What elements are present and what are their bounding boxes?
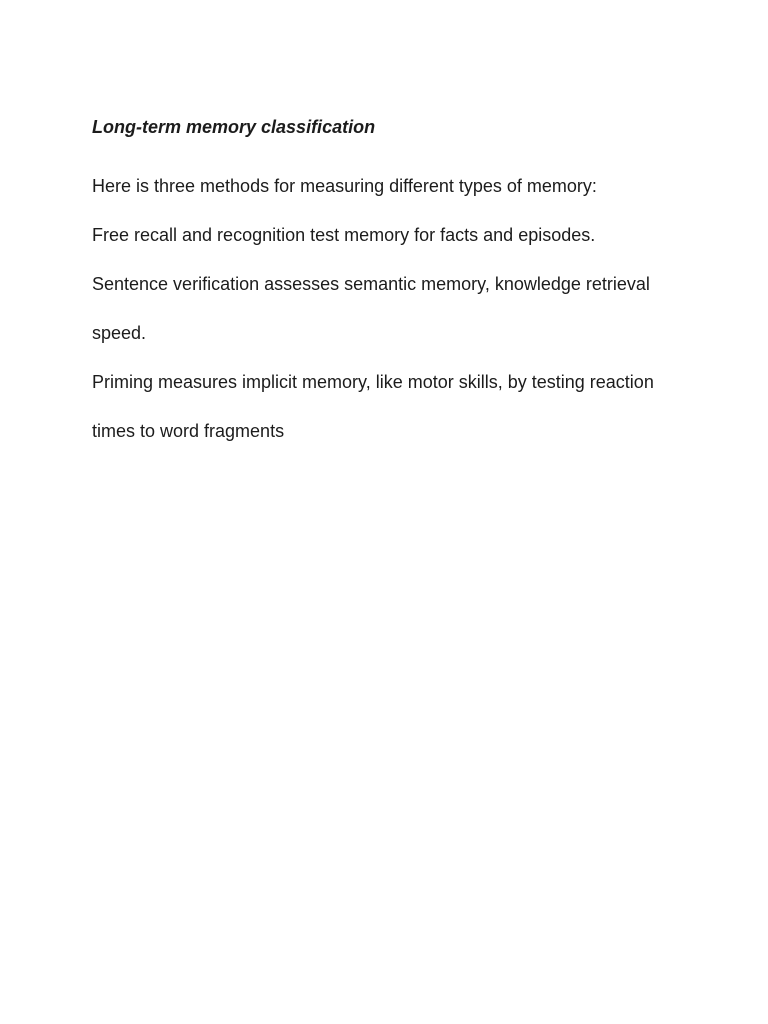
sentence-verification-paragraph: Sentence verification assesses semantic memory, knowledge retrieval speed. <box>92 274 650 343</box>
document-body <box>92 113 682 456</box>
free-recall-paragraph: Free recall and recognition test memory for facts and episodes. <box>92 225 596 245</box>
document-title: Long-term memory classification <box>92 117 376 137</box>
priming-paragraph: Priming measures implicit memory, like motor skills, by testing reaction times to word fragments <box>92 372 654 441</box>
intro-paragraph: Here is three methods for measuring different types of memory: <box>92 176 597 196</box>
